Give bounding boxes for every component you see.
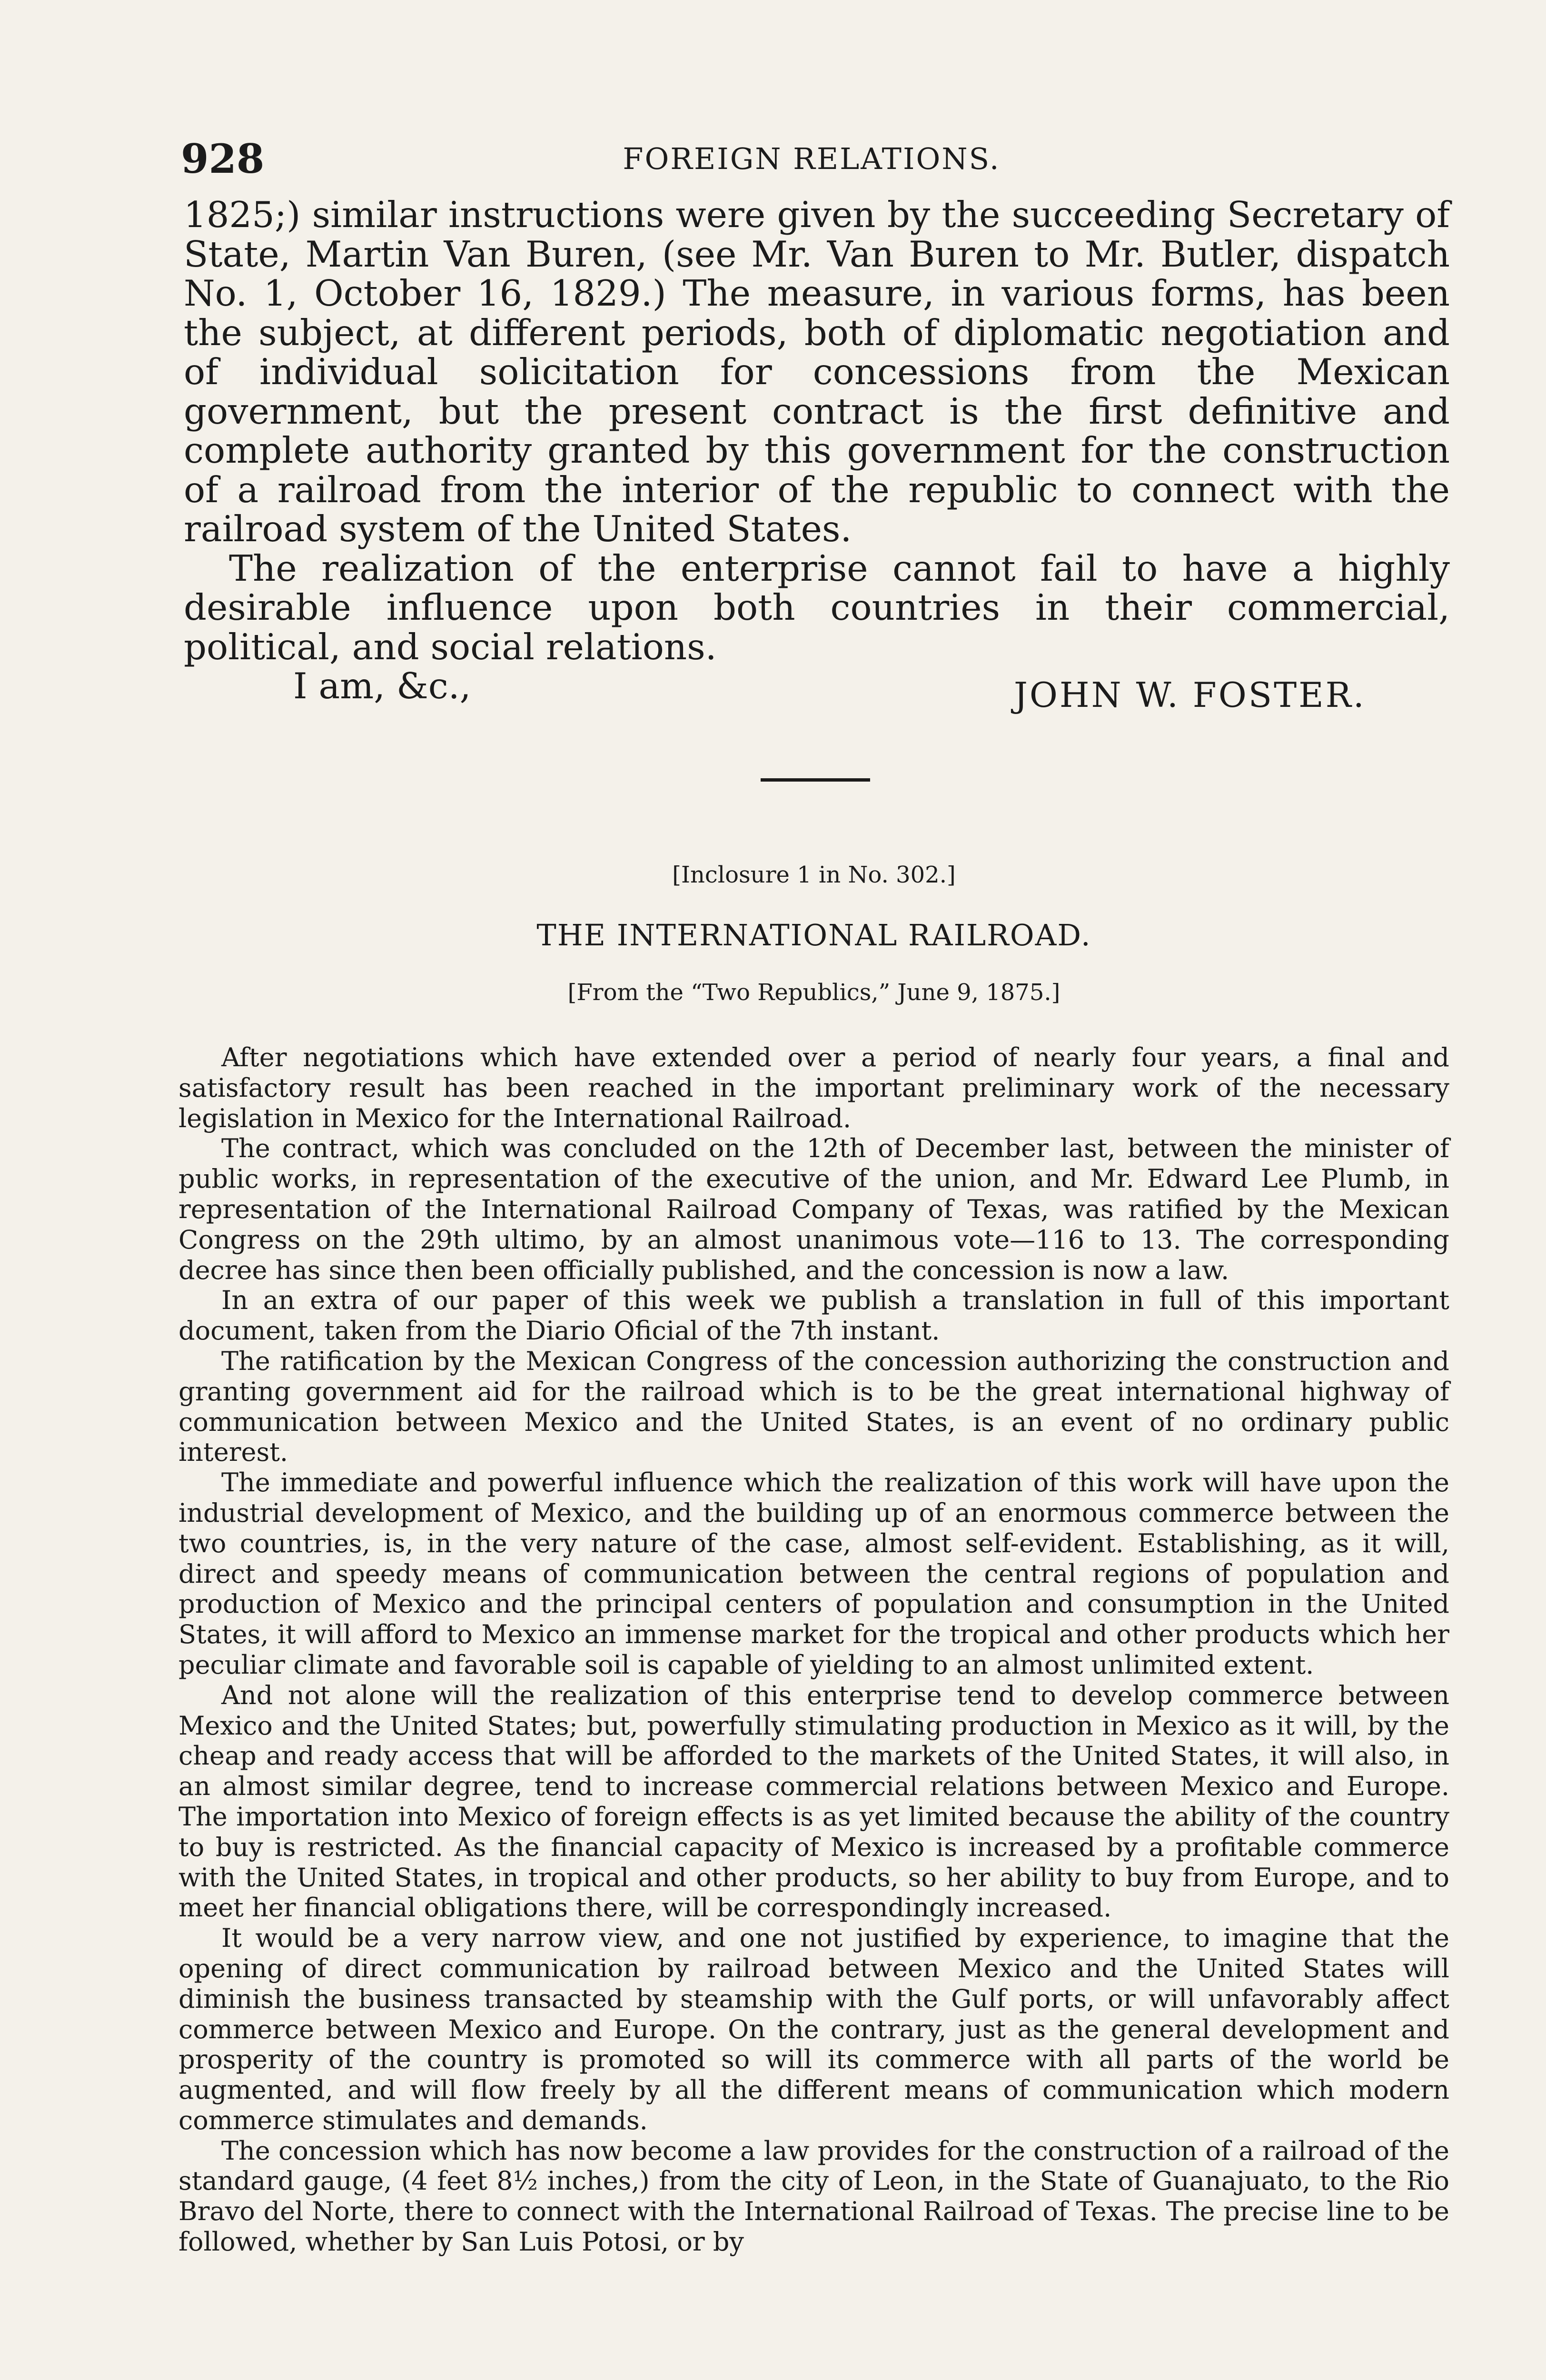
article-paragraph: The immediate and powerful influence which the realization of this work will have upon the industrial development of Mexico, and the building up of an enormous commerce between the two countries, is, in the very nature of the case, almost self-evident. Establishing, as it will, direct and speedy means of communication between the central regions of population and production of Mexico and the principal centers of population and consumption in the United States, it will afford to Mexico an immense market for the tropical and other products which her peculiar climate and favorable soil is capable of yielding to an almost unlimited extent. xyxy=(178,1468,1449,1680)
source-note: [From the “Two Republics,” June 9, 1875.] xyxy=(567,979,1060,1006)
letter-paragraph: 1825;) similar instructions were given by the succeeding Secretary of State, Martin Van Buren, (see Mr. Van Buren to Mr. Butler, dispatch No. 1, October 16, 1829.) The measure, in various forms, has been the subject, at different periods, both of diplomatic negotiation and of individual solicitation for concessions from the Mexican government, but the present contract is the first definitive and complete authority granted by this government for the construction of a railroad from the interior of the republic to connect with the railroad system of the United States. xyxy=(184,194,1450,550)
letter-body xyxy=(184,195,1450,706)
article-paragraph: The ratification by the Mexican Congress of the concession authorizing the construction and granting government aid for the railroad which is to be the great international highway of communication between Mexico and the United States, is an event of no ordinary public interest. xyxy=(178,1346,1449,1468)
article-paragraph: In an extra of our paper of this week we publish a translation in full of this important document, taken from the Diario Oficial of the 7th instant. xyxy=(178,1285,1449,1346)
page-number: 928 xyxy=(181,135,265,182)
letter-paragraph: The realization of the enterprise cannot fail to have a highly desirable influence upon both countries in their commercial, political, and social relations. xyxy=(184,547,1450,668)
inclosure-label: [Inclosure 1 in No. 302.] xyxy=(672,862,956,888)
article-paragraph: The concession which has now become a law provides for the construction of a railroad of the standard gauge, (4 feet 8½ inches,) from the city of Leon, in the State of Guanajuato, to the Rio Bravo del Norte, there to connect with the International Railroad of Texas. The precise line to be followed, whether by San Luis Potosi, or by xyxy=(178,2135,1449,2257)
signature: JOHN W. FOSTER. xyxy=(1014,675,1366,715)
article-title: THE INTERNATIONAL RAILROAD. xyxy=(536,918,1091,952)
article-paragraph: After negotiations which have extended over a period of nearly four years, a final and satisfactory result has been reached in the important preliminary work of the necessary legislation in Mexico for the International Railroad. xyxy=(178,1042,1449,1133)
article-paragraph: The contract, which was concluded on the 12th of December last, between the minister of public works, in representation of the executive of the union, and Mr. Edward Lee Plumb, in representation of the International Railroad Company of Texas, was ratified by the Mexican Congress on the 29th ultimo, by an almost unanimous vote—116 to 13. The corresponding decree has since then been officially published, and the concession is now a law. xyxy=(178,1133,1449,1285)
section-title: FOREIGN RELATIONS. xyxy=(623,141,1001,176)
article-body xyxy=(178,1042,1449,2257)
section-divider xyxy=(761,778,870,782)
article-paragraph: And not alone will the realization of this enterprise tend to develop commerce between Mexico and the United States; but, powerfully stimulating production in Mexico as it will, by the cheap and ready access that will be afforded to the markets of the United States, it will also, in an almost similar degree, tend to increase commercial relations between Mexico and Europe. The importation into Mexico of foreign effects is as yet limited because the ability of the country to buy is restricted. As the financial capacity of Mexico is increased by a profitable commerce with the United States, in tropical and other products, so her ability to buy from Europe, and to meet her financial obligations there, will be correspondingly increased. xyxy=(178,1680,1449,1923)
article-paragraph: It would be a very narrow view, and one not justified by experience, to imagine that the opening of direct communication by railroad between Mexico and the United States will diminish the business transacted by steamship with the Gulf ports, or will unfavorably affect commerce between Mexico and Europe. On the contrary, just as the general development and prosperity of the country is promoted so will its commerce with all parts of the world be augmented, and will flow freely by all the different means of communication which modern commerce stimulates and demands. xyxy=(178,1923,1449,2135)
running-head xyxy=(181,135,1442,183)
letter-closing: I am, &c., xyxy=(293,665,471,707)
